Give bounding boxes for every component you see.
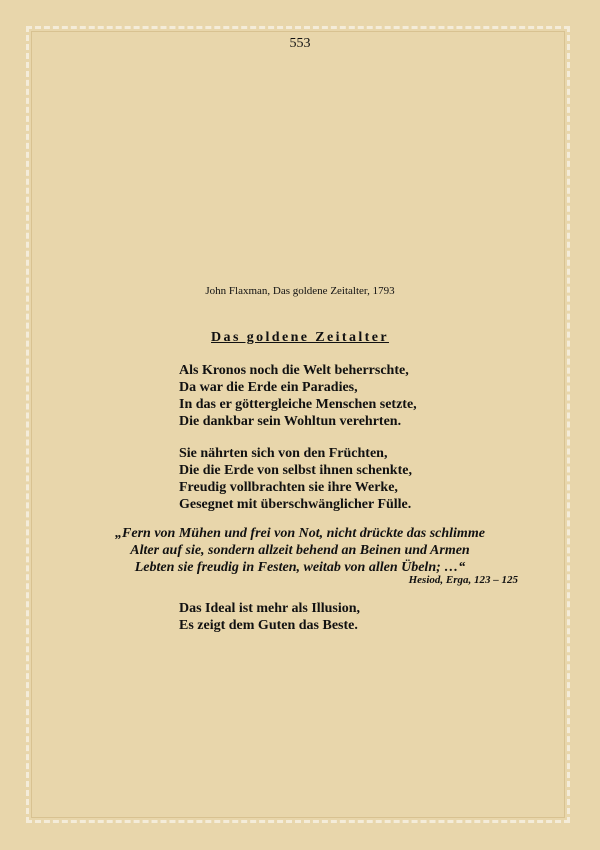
poem-line: Die dankbar sein Wohltun verehrten.: [179, 414, 402, 429]
hesiod-quote: [0, 525, 600, 576]
quote-source: Hesiod, Erga, 123 – 125: [408, 574, 518, 586]
page-number: 553: [289, 36, 311, 51]
stanza-2: [179, 445, 412, 513]
poem-line: Es zeigt dem Guten das Beste.: [179, 618, 358, 633]
quote-line: Alter auf sie, sondern allzeit behend an Beinen und Armen: [130, 543, 470, 558]
quote-line: „Fern von Mühen und frei von Not, nicht drückte das schlimme: [115, 526, 485, 541]
poem-line: Da war die Erde ein Paradies,: [179, 380, 358, 395]
poem-line: Die die Erde von selbst ihnen schenkte,: [179, 463, 412, 478]
poem-line: Gesegnet mit überschwänglicher Fülle.: [179, 497, 412, 512]
stanza-3: [179, 600, 360, 634]
poem-line: Sie nährten sich von den Früchten,: [179, 446, 388, 461]
poem-line: Als Kronos noch die Welt beherrschte,: [179, 363, 409, 378]
quote-line: Lebten sie freudig in Festen, weitab von allen Übeln; …“: [134, 560, 466, 575]
poem-line: Das Ideal ist mehr als Illusion,: [179, 601, 360, 616]
image-caption: John Flaxman, Das goldene Zeitalter, 1793: [205, 285, 395, 297]
stanza-1: [179, 362, 417, 430]
poem-line: In das er göttergleiche Menschen setzte,: [179, 397, 417, 412]
poem-title: Das goldene Zeitalter: [211, 330, 389, 345]
poem-line: Freudig vollbrachten sie ihre Werke,: [179, 480, 398, 495]
